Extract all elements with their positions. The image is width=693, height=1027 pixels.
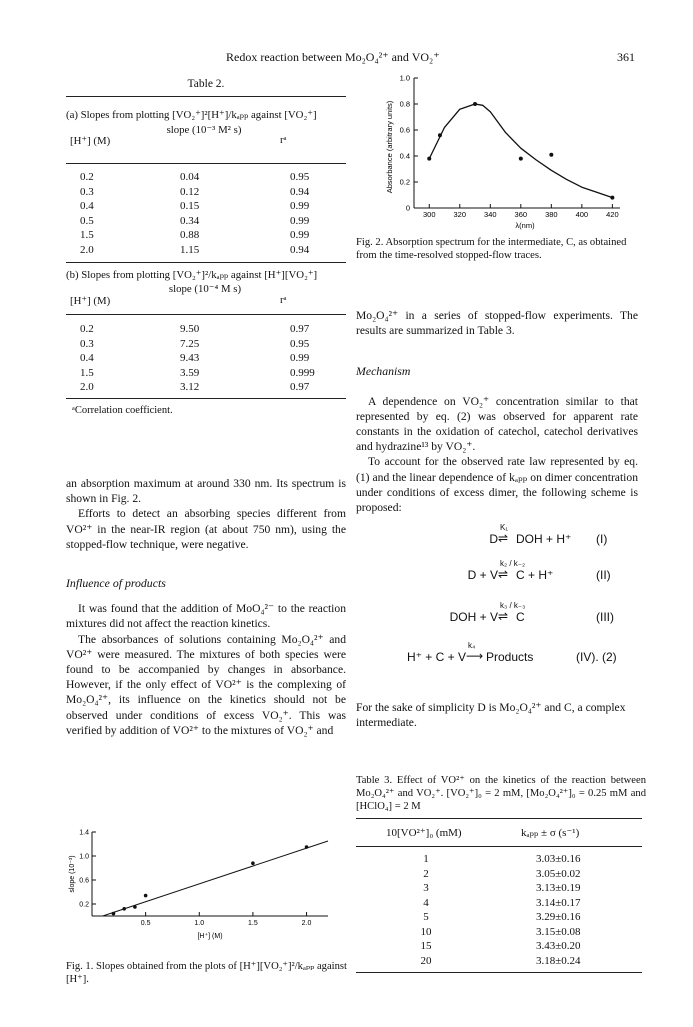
table-2b-heading: (b) Slopes from plotting [VO₂⁺]²/kₐₚₚ against [H⁺][VO₂⁺]	[66, 269, 318, 281]
x-axis-label: λ(nm)	[515, 221, 535, 230]
table-2b-body	[80, 322, 320, 395]
fig1-caption: Fig. 1. Slopes obtained from the plots of [H⁺][VO₂⁺]²/kₐₚₚ against [H⁺].	[66, 961, 347, 985]
table-cell: 0.97	[290, 323, 310, 336]
table-row	[80, 351, 320, 366]
y-tick-label: 0.8	[399, 99, 410, 109]
paragraph: A dependence on VO₂⁺ concentration similar to that represented by eq. (2) was observed for apparent rate constants in the oxidation of catechol, catechol derivatives and hydrazine¹³ by VO₂⁺.	[356, 394, 638, 454]
table-cell: 1	[423, 853, 429, 866]
right-column-text	[356, 308, 638, 515]
table-cell: 3.14±0.17	[536, 896, 581, 909]
paragraph: It was found that the addition of MoO₄²⁻ to the reaction mixtures did not affect the reaction kinetics.	[66, 602, 346, 631]
table-row	[80, 214, 320, 229]
fig2-chart	[382, 72, 632, 240]
table-row	[80, 170, 320, 185]
data-point	[473, 102, 477, 106]
x-tick-label: 2.0	[301, 920, 312, 927]
equation-rhs: Products	[486, 650, 534, 664]
table-cell: 3.05±0.02	[536, 867, 581, 880]
data-point	[438, 133, 442, 137]
paragraph: For the sake of simplicity D is Mo₂O₄²⁺ and C, a complex intermediate.	[356, 701, 626, 730]
table-cell: 0.99	[290, 352, 310, 365]
table-cell: 5	[423, 911, 429, 924]
x-tick-label: 1.5	[248, 920, 258, 927]
fit-line	[103, 841, 328, 916]
table-row	[80, 366, 320, 381]
y-tick-label: 1.0	[79, 853, 89, 861]
equation-lhs: H⁺ + C + V	[406, 650, 466, 664]
table-cell: 9.50	[180, 323, 200, 336]
y-axis-label: slope (10⁻³)	[69, 855, 76, 893]
y-tick-label: 0.6	[399, 125, 410, 135]
table-row	[356, 881, 642, 896]
table-cell: 0.34	[180, 214, 200, 227]
section-heading: Mechanism	[356, 364, 411, 379]
table-cell: 0.5	[80, 214, 94, 227]
paragraph: Efforts to detect an absorbing species different from VO²⁺ in the near-IR region (at about 750 nm), using the stopped-flow technique, were negative.	[66, 507, 346, 551]
x-tick-label: 380	[545, 210, 558, 219]
x-tick-label: 1.0	[194, 920, 205, 927]
y-tick-label: 1.4	[79, 829, 89, 837]
table-row	[356, 896, 642, 911]
rate-constant: k₃ / k₋₃	[500, 601, 526, 610]
y-tick-label: 0.4	[399, 151, 410, 161]
table-cell: 0.4	[80, 352, 94, 365]
table-cell: 1.15	[180, 243, 200, 256]
table-row	[80, 185, 320, 200]
paragraph: To account for the observed rate law represented by eq. (1) and the linear dependence of kₐₚₚ on dimer concentration under conditions of excess dimer, the following scheme is proposed:	[356, 455, 638, 515]
data-point	[427, 157, 431, 161]
y-tick-label: 0.6	[79, 877, 89, 885]
rate-constant: K₁	[500, 523, 509, 532]
table-cell: 0.94	[290, 243, 310, 256]
table-row	[80, 322, 320, 337]
x-tick-label: 400	[575, 210, 589, 219]
paragraph: Mo₂O₄²⁺ in a series of stopped-flow experiments. The results are summarized in Table 3.	[356, 309, 638, 338]
running-title: Redox reaction between Mo₂O₄²⁺ and VO₂⁺	[226, 50, 440, 64]
rate-constant: k₂ / k₋₂	[500, 559, 526, 568]
table-cell: 0.95	[290, 171, 310, 184]
table-cell: 0.3	[80, 185, 94, 198]
data-point	[251, 861, 255, 865]
table-cell: 3.12	[180, 381, 200, 394]
table-cell: 0.94	[290, 185, 310, 198]
table-cell: 0.95	[290, 337, 310, 350]
x-tick-label: 420	[606, 210, 619, 219]
y-tick-label: 0	[405, 203, 410, 213]
table-cell: 0.99	[290, 229, 310, 242]
data-point	[133, 905, 137, 909]
data-point	[519, 157, 523, 161]
table-cell: 2.0	[80, 381, 94, 394]
data-point	[549, 153, 553, 157]
table-3-body	[356, 852, 642, 968]
y-tick-label: 1.0	[399, 73, 410, 83]
spectrum-curve	[429, 104, 612, 198]
equation-rhs: DOH + H⁺	[516, 532, 572, 546]
table-cell: 0.88	[180, 229, 200, 242]
data-point	[610, 196, 614, 200]
y-tick-label: 0.2	[399, 177, 410, 187]
table-cell: 7.25	[180, 337, 200, 350]
table-cell: 0.12	[180, 185, 200, 198]
table-row	[356, 954, 642, 969]
paragraph: The absorbances of solutions containing Mo₂O₄²⁺ and VO²⁺ were measured. The mixtures of both species were found to be accompanied by changes in absorbance. However, if the only effect of VO²⁺ is the complexing of Mo₂O₄²⁺, its influence on the kinetics should not be observed under conditions of excess VO₂⁺. This was verified by addition of VO²⁺ to the mixtures of VO₂⁺ and	[66, 632, 346, 737]
table-cell: 0.99	[290, 200, 310, 213]
x-tick-label: 320	[453, 210, 467, 219]
table-row	[80, 228, 320, 243]
page-number: 361	[617, 50, 635, 64]
table-cell: 3.59	[180, 366, 200, 379]
table-row	[356, 939, 642, 954]
table-cell: 0.2	[80, 323, 94, 336]
equation-number: (IV). (2)	[576, 650, 617, 664]
table-row	[80, 199, 320, 214]
rate-constant: k₄	[468, 641, 476, 650]
equation-number: (II)	[596, 568, 611, 582]
y-axis-label: Absorbance (arbitrary units)	[385, 100, 394, 194]
table-row	[80, 337, 320, 352]
table-cell: 1.5	[80, 366, 94, 379]
x-axis-label: [H⁺] (M)	[197, 933, 223, 940]
table-cell: 2.0	[80, 243, 94, 256]
table-cell: 3.29±0.16	[536, 911, 581, 924]
table-cell: 3.13±0.19	[536, 882, 581, 895]
reaction-arrow: ⟶	[466, 649, 484, 663]
table-cell: 0.3	[80, 337, 94, 350]
fig1-chart	[66, 826, 346, 956]
table-3-caption: Table 3. Effect of VO²⁺ on the kinetics of the reaction between Mo₂O₄²⁺ and VO₂⁺. [VO₂⁺]₀ = 2 mM, [Mo₂O₄²⁺]₀ = 0.25 mM and [HClO₄] = 2 M	[356, 775, 646, 812]
table-cell: 10	[420, 925, 432, 938]
table-cell: 2	[423, 867, 429, 880]
table-cell: 1.5	[80, 229, 94, 242]
left-column-text	[66, 476, 346, 738]
equation-lhs: DOH + V	[449, 610, 498, 624]
table-cell: 3	[423, 882, 429, 895]
table-cell: 3.43±0.20	[536, 940, 581, 953]
y-tick-label: 0.2	[79, 901, 89, 909]
table-cell: 0.15	[180, 200, 200, 213]
equation-lhs: D	[489, 532, 498, 546]
table-cell: 9.43	[180, 352, 200, 365]
table-cell: 3.15±0.08	[536, 925, 581, 938]
table-cell: 4	[423, 896, 429, 909]
table-2-title: Table 2.	[187, 78, 225, 90]
equation-number: (I)	[596, 532, 608, 546]
table-2	[66, 78, 346, 90]
section-heading: Influence of products	[66, 576, 166, 591]
table-cell: 15	[420, 940, 432, 953]
x-tick-label: 300	[423, 210, 436, 219]
equation-rhs: C + H⁺	[516, 568, 554, 582]
x-tick-label: 340	[484, 210, 497, 219]
table-cell: 0.04	[180, 171, 200, 184]
table-row	[80, 243, 320, 258]
table-row	[356, 925, 642, 940]
equation-rhs: C	[516, 610, 525, 624]
table-row	[356, 867, 642, 882]
reaction-arrow: ⇌	[498, 567, 509, 581]
table-cell: 0.99	[290, 214, 310, 227]
table-cell: 3.03±0.16	[536, 853, 581, 866]
table-cell: 0.4	[80, 200, 94, 213]
reaction-scheme	[356, 518, 638, 708]
table-cell: 20	[420, 954, 432, 967]
data-point	[305, 845, 309, 849]
reaction-arrow: ⇌	[498, 609, 509, 623]
fig2-caption: Fig. 2. Absorption spectrum for the intermediate, C, as obtained from the time-resolved stopped-flow traces.	[356, 237, 627, 261]
table-row	[80, 380, 320, 395]
paragraph: an absorption maximum at around 330 nm. Its spectrum is shown in Fig. 2.	[66, 477, 346, 506]
data-point	[112, 912, 116, 916]
table-2-footnote: ᵃCorrelation coefficient.	[72, 405, 173, 416]
x-tick-label: 0.5	[140, 920, 151, 927]
x-tick-label: 360	[514, 210, 528, 219]
table-cell: 0.97	[290, 381, 310, 394]
reaction-arrow: ⇌	[498, 531, 509, 545]
equation-lhs: D + V	[467, 568, 498, 582]
table-cell: 0.2	[80, 171, 94, 184]
data-point	[144, 894, 148, 898]
table-cell: 3.18±0.24	[536, 954, 581, 967]
equation-number: (III)	[596, 610, 614, 624]
table-2a-body	[80, 170, 320, 257]
table-row	[356, 852, 642, 867]
table-cell: 0.999	[290, 366, 315, 379]
data-point	[122, 907, 126, 911]
table-2a-heading: (a) Slopes from plotting [VO₂⁺]²[H⁺]/kₐₚₚ against [VO₂⁺]	[66, 109, 317, 121]
table-row	[356, 910, 642, 925]
